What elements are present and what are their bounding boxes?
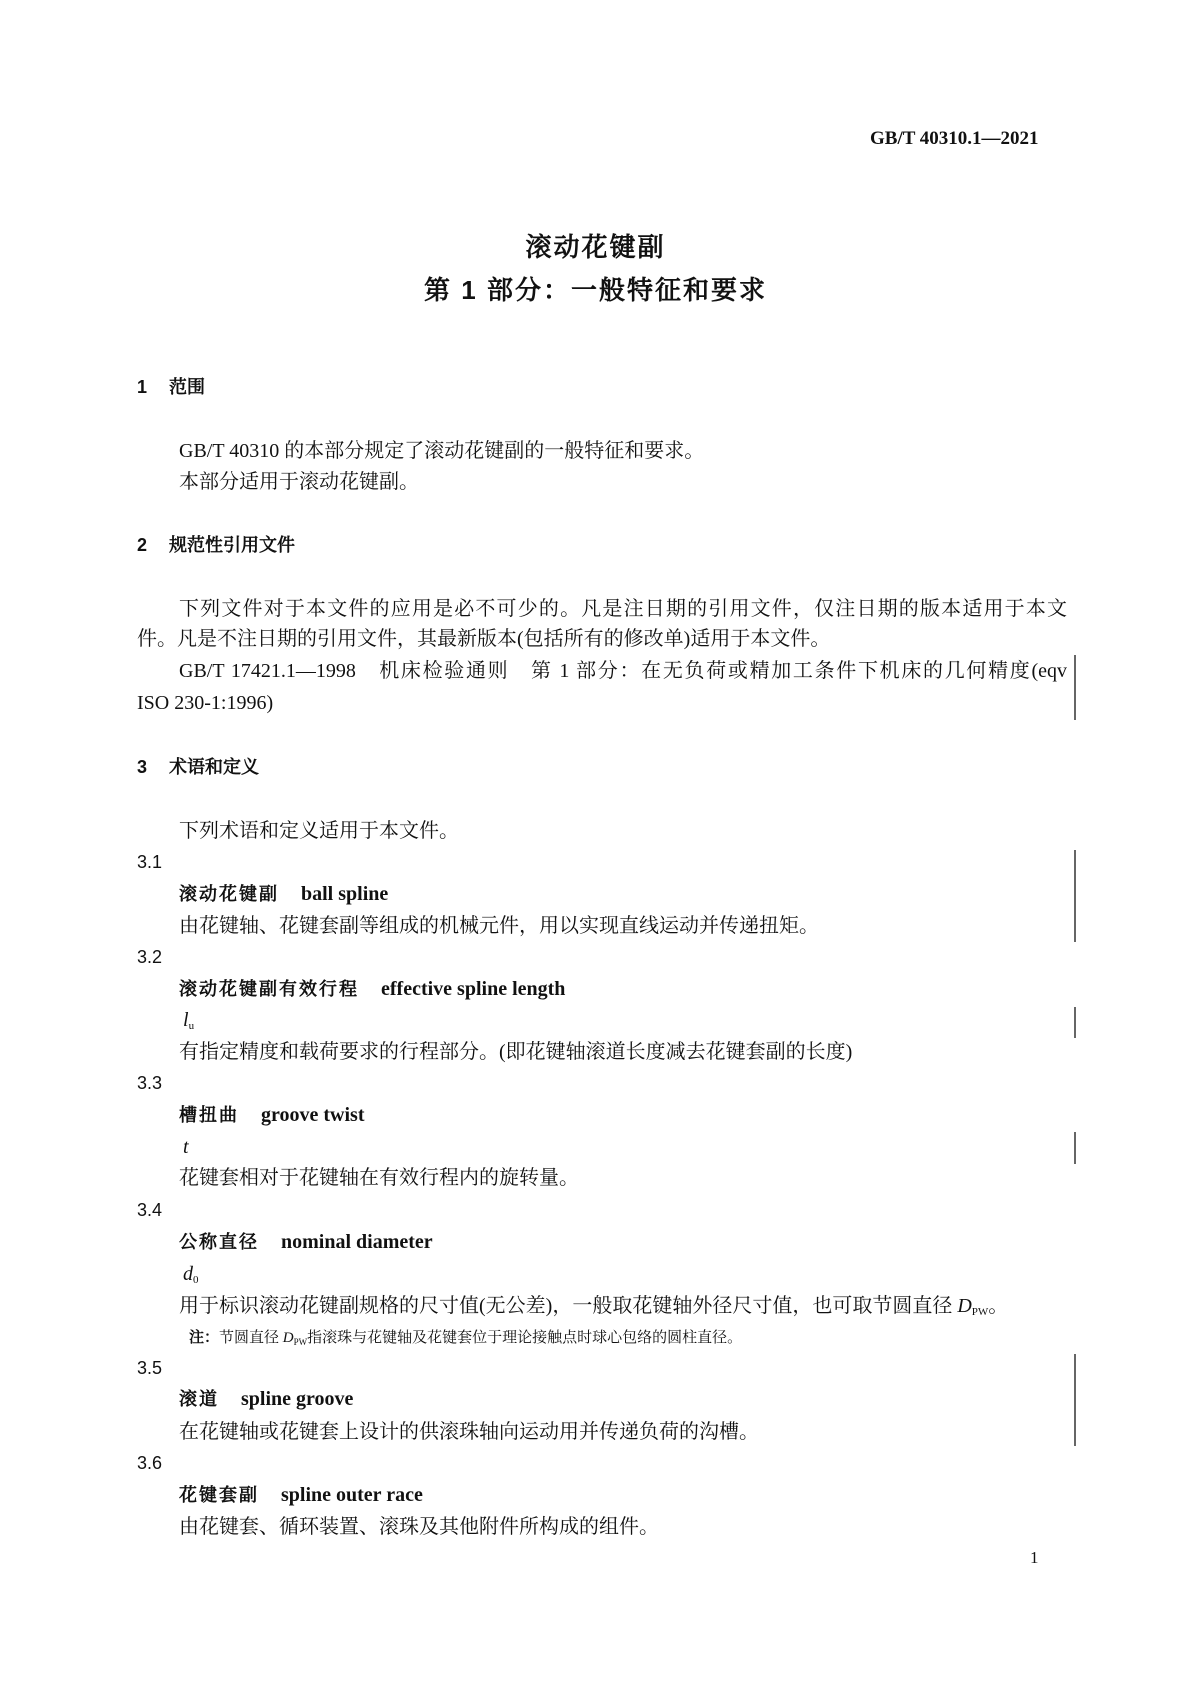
term-en: effective spline length [381,978,566,1000]
term-number: 3.2 [137,947,163,967]
section-title: 范围 [169,377,206,397]
title-line2: 第 1 部分：一般特征和要求 [424,275,767,305]
reference: GB/T 17421.1—1998 机床检验通则 第 1 部分：在无负荷或精加工条件下机床的几何精度(eqv [179,660,1067,682]
term-en: spline groove [241,1388,354,1410]
paragraph: 下列文件对于本文件的应用是必不可少的。凡是注日期的引用文件，仅注日期的版本适用于本文 [179,598,1067,620]
term-zh: 滚动花键副 [179,884,279,904]
term-heading [179,1102,365,1128]
term-symbol: t [183,1136,189,1158]
revision-bar [1074,655,1076,720]
reference: ISO 230-1:1996) [137,692,274,714]
revision-bar [1074,1132,1076,1164]
term-zh: 滚动花键副有效行程 [179,979,359,999]
term-definition: 在花键轴或花键套上设计的供滚珠轴向运动用并传递负荷的沟槽。 [179,1421,759,1443]
section-3-heading [137,754,259,780]
paragraph: GB/T 40310 的本部分规定了滚动花键副的一般特征和要求。 [179,440,705,462]
term-heading [179,1386,353,1412]
term-definition: 由花键套、循环装置、滚珠及其他附件所构成的组件。 [179,1516,659,1538]
term-definition: 花键套相对于花键轴在有效行程内的旋转量。 [179,1167,579,1189]
revision-bar [1074,850,1076,942]
term-zh: 槽扭曲 [179,1105,239,1125]
section-number: 3 [137,757,148,777]
section-1-heading [137,374,205,400]
term-definition: 有指定精度和载荷要求的行程部分。(即花键轴滚道长度减去花键套副的长度) [179,1041,853,1063]
term-en: groove twist [261,1104,365,1126]
section-title: 术语和定义 [169,757,260,777]
term-number: 3.5 [137,1358,163,1378]
paragraph: 下列术语和定义适用于本文件。 [179,820,459,842]
term-zh: 公称直径 [179,1232,259,1252]
term-definition: 用于标识滚动花键副规格的尺寸值(无公差)，一般取花键轴外径尺寸值，也可取节圆直径 $D_{PW}$。 [179,1295,1009,1318]
revision-bar [1074,1354,1076,1446]
term-heading [179,976,565,1002]
term-definition: 由花键轴、花键套副等组成的机械元件，用以实现直线运动并传递扭矩。 [179,915,819,937]
term-heading [179,1229,433,1255]
note: 注：节圆直径 $D_{PW}$指滚珠与花键轴及花键套位于理论接触点时球心包络的圆柱直径。 [189,1329,743,1347]
term-heading [179,881,388,907]
title-line1: 滚动花键副 [525,232,666,262]
term-symbol: $d_0$ [183,1263,199,1286]
term-en: ball spline [301,883,389,905]
term-number: 3.6 [137,1453,163,1473]
page-number: 1 [1030,1548,1039,1567]
term-number: 3.3 [137,1073,163,1093]
paragraph: 件。凡是不注日期的引用文件，其最新版本(包括所有的修改单)适用于本文件。 [137,628,831,650]
term-zh: 花键套副 [179,1485,259,1505]
document-number: GB/T 40310.1—2021 [870,128,1039,149]
term-symbol: $l_u$ [183,1009,195,1032]
term-number: 3.1 [137,852,163,872]
term-heading [179,1482,423,1508]
term-zh: 滚道 [179,1389,219,1409]
paragraph: 本部分适用于滚动花键副。 [179,471,419,493]
section-title: 规范性引用文件 [169,535,296,555]
section-number: 1 [137,377,148,397]
section-2-heading [137,532,295,558]
term-number: 3.4 [137,1200,163,1220]
revision-bar [1074,1007,1076,1038]
term-en: spline outer race [281,1484,423,1506]
section-number: 2 [137,535,148,555]
term-en: nominal diameter [281,1231,433,1253]
